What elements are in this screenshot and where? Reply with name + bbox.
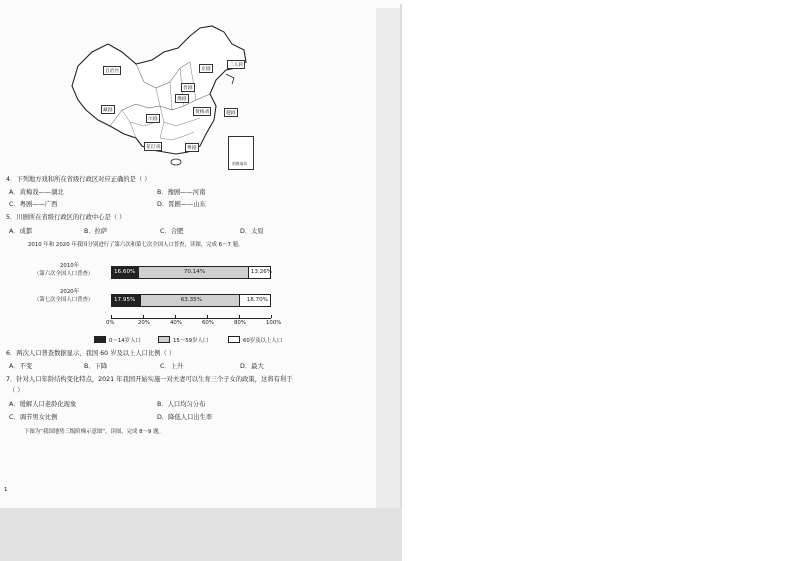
q5-option-c: C．合肥: [160, 228, 184, 235]
q4-option-c: C．粤剧——广西: [9, 201, 58, 208]
map-label-cantonese-opera: 粤剧: [185, 143, 199, 152]
q7-option-a: A．缓解人口老龄化现象: [9, 401, 77, 408]
q4-option-d: D．晋剧——山东: [157, 201, 206, 208]
map-label-yueju: 越剧: [224, 108, 238, 117]
legend-label-15-59: 15～59岁人口: [173, 338, 209, 344]
x-tick: [143, 315, 144, 318]
legend-swatch-15-59: [158, 336, 170, 343]
chart-category-2010-census: （第六次全国人口普查）: [34, 271, 94, 277]
x-tick-label: 60%: [202, 320, 214, 326]
q4-stem: 4．下列地方戏和所在省级行政区对应正确的是（ ）: [6, 176, 151, 183]
map-label-tibetan-opera: 藏剧: [101, 105, 115, 114]
map-label-huangmeixi: 黄梅戏: [193, 107, 211, 116]
x-tick-label: 80%: [234, 320, 246, 326]
x-tick: [239, 315, 240, 318]
q7-option-b: B．人口均匀分布: [157, 401, 206, 408]
chart-category-2020-census: （第七次全国人口普查）: [34, 297, 94, 303]
legend-label-0-14: 0～14岁人口: [109, 338, 141, 344]
legend-label-60-plus: 60岁及以上人口: [243, 338, 283, 344]
segment-60-plus-0: 13.26%: [249, 267, 270, 278]
china-outline: [72, 26, 246, 154]
bar-row-2020: [111, 294, 271, 307]
page-mark: 1: [4, 487, 8, 493]
page-edge-line: [400, 4, 402, 561]
inset-label: 南海诸岛: [232, 161, 248, 166]
segment-0-14-1: 17.95%: [112, 295, 140, 306]
chart-category-2020-year: 2020年: [60, 289, 80, 295]
x-tick: [175, 315, 176, 318]
q6-option-b: B．下降: [84, 363, 108, 370]
map-label-chuanju: 川剧: [146, 114, 160, 123]
x-tick-label: 0%: [106, 320, 115, 326]
q6-option-d: D．最大: [240, 363, 264, 370]
chart-category-2010-year: 2010年: [60, 263, 80, 269]
q7-option-c: C．调节男女比例: [9, 414, 58, 421]
q4-option-b: B．豫剧——河南: [157, 189, 206, 196]
map-label-yuju: 豫剧: [175, 94, 189, 103]
legend-swatch-0-14: [94, 336, 106, 343]
south-china-sea-inset: [228, 136, 254, 170]
q5-option-d: D．太原: [240, 228, 264, 235]
bar-row-2010: [111, 266, 271, 279]
x-axis: [111, 318, 271, 319]
q7-stem-bracket: （ ）: [9, 387, 24, 394]
q6-stem: 6．两次人口普查数据显示，我国 60 岁及以上人口比例（ ）: [6, 350, 176, 357]
x-tick-label: 20%: [138, 320, 150, 326]
q7-stem: 7．针对人口年龄结构变化特点，2021 年我国开始实施一对夫妻可以生育三个子女的政策，这将有利于: [6, 376, 293, 383]
q6-option-a: A．不变: [9, 363, 33, 370]
intro-6-7: 2010 年和 2020 年我国分别进行了第六次和第七次全国人口普查，读图，完成 6～7 题。: [28, 242, 244, 248]
map-label-autonomous-region: 自治区: [103, 66, 121, 75]
x-tick: [271, 315, 272, 318]
segment-60-plus-1: 18.70%: [240, 295, 270, 306]
x-tick-label: 100%: [266, 320, 282, 326]
q7-option-d: D．降低人口出生率: [157, 414, 213, 421]
segment-0-14-0: 16.60%: [112, 267, 138, 278]
map-label-jinju: 晋剧: [181, 83, 195, 92]
q6-option-c: C．上升: [160, 363, 184, 370]
q5-stem: 5．川剧所在省级行政区的行政中心是（ ）: [6, 214, 126, 221]
q5-option-b: B．拉萨: [84, 228, 108, 235]
q4-option-a: A．黄梅戏——湖北: [9, 189, 64, 196]
x-tick-label: 40%: [170, 320, 182, 326]
legend-swatch-60-plus: [228, 336, 240, 343]
map-label-jingju: 京剧: [199, 64, 213, 73]
map-label-huadengxi: 花灯戏: [144, 142, 162, 151]
x-tick: [207, 315, 208, 318]
x-tick: [111, 315, 112, 318]
q5-option-a: A．成都: [9, 228, 33, 235]
scan-bottom-strip: [0, 508, 402, 561]
page-edge-shadow: [376, 8, 402, 561]
intro-8-9: 下图为“我国地势三级阶梯示意图”。读图，完成 8～9 题。: [24, 429, 164, 435]
segment-15-59-0: 70.14%: [138, 267, 249, 278]
map-label-errenzhuan: 二人转: [227, 60, 245, 69]
segment-15-59-1: 63.35%: [140, 295, 240, 306]
